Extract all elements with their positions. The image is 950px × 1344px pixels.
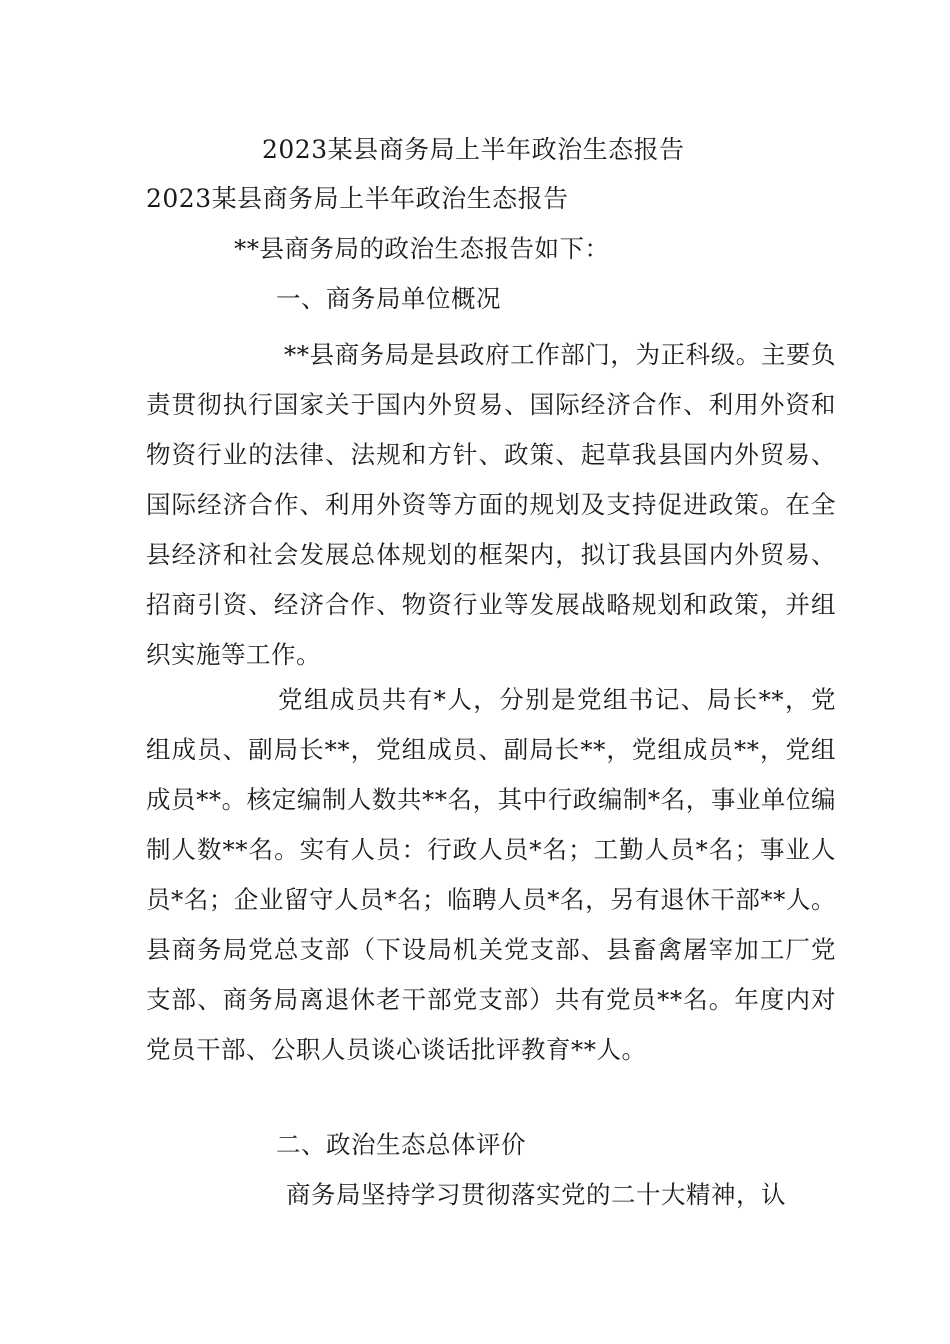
section1-paragraph-1: **县商务局是县政府工作部门，为正科级。主要负责贯彻执行国家关于国内外贸易、国际经济合作、利用外资和物资行业的法律、法规和方针、政策、起草我县国内外贸易、国际经济合作、利用外资等方面的规划及支持促进政策。在全县经济和社会发展总体规划的框架内，拟订我县国内外贸易、招商引资、经济合作、物资行业等发展战略规划和政策，并组织实施等工作。 [146,340,836,669]
document-subtitle: 2023某县商务局上半年政治生态报告 [146,184,569,213]
intro-text: **县商务局的政治生态报告如下： [234,234,610,263]
section-heading-2: 二、政治生态总体评价 [276,1130,526,1159]
section1-paragraph-2: 党组成员共有*人，分别是党组书记、局长**，党组成员、副局长**，党组成员、副局长**，党组成员**，党组成员**。核定编制人数共**名，其中行政编制*名，事业单位编制人数**名。实有人员：行政人员*名；工勤人员*名；事业人员*名；企业留守人员*名；临聘人员*名，另有退休干部**人。县商务局党总支部（下设局机关党支部、县畜禽屠宰加工厂党支部、商务局离退休老干部党支部）共有党员**名。年度内对党员干部、公职人员谈心谈话批评教育**人。 [146,685,836,1064]
document-title: 2023某县商务局上半年政治生态报告 [262,135,685,164]
section-heading-1: 一、商务局单位概况 [276,284,501,313]
section2-paragraph-1: 商务局坚持学习贯彻落实党的二十大精神，认 [286,1180,786,1209]
